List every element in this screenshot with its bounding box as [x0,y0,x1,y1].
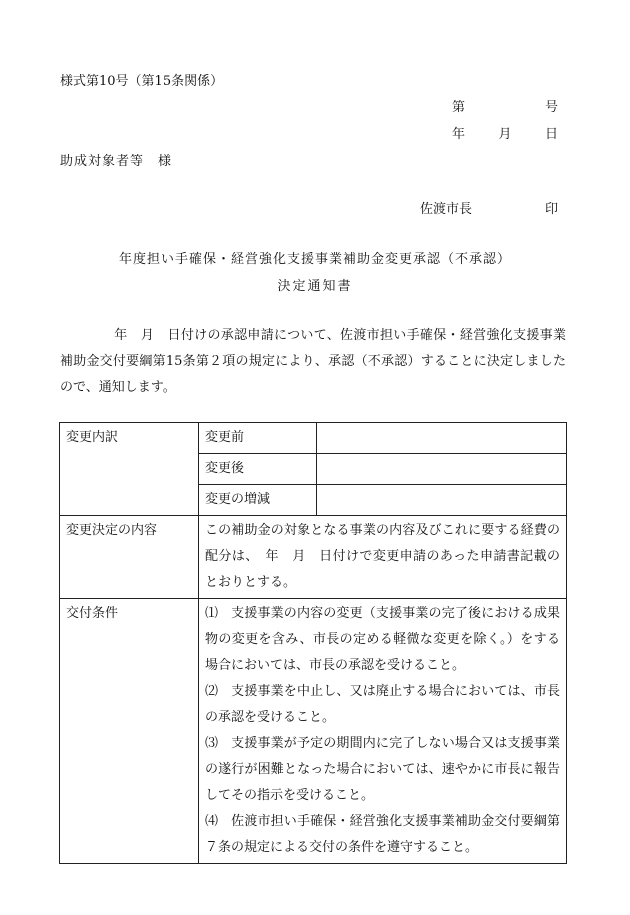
decision-text: この補助金の対象となる事業の内容及びこれに要する経費の配分は、 年 月 日付けで変更申請のあった申請書記載のとおりとする。 [199,516,567,599]
condition-item: ⑵ 支援事業を中止し、又は廃止する場合においては、市長の承認を受けること。 [205,684,560,725]
body-text: 年 月 日付けの承認申請について、佐渡市担い手確保・経営強化支援事業補助金交付要綱第15条第２項の規定により、承認（不承認）することに決定しましたので、通知します。 [60,328,566,395]
issuer-line [420,198,558,217]
before-label: 変更前 [199,423,317,454]
before-value [317,423,567,454]
condition-item: ⑷ 佐渡市担い手確保・経営強化支援事業補助金交付要綱第７条の規定による交付の条件を遵守すること。 [205,814,560,855]
conditions-label: 交付条件 [60,599,199,864]
diff-label: 変更の増減 [199,485,317,516]
table-row [60,599,567,864]
issuer-name: 佐渡市長 [420,202,473,217]
table-row [60,516,567,599]
document-title: 年度担い手確保・経営強化支援事業補助金変更承認（不承認） [118,252,511,267]
diff-value [317,485,567,516]
number-prefix: 第 [452,100,466,115]
condition-item: ⑶ 支援事業が予定の期間内に完了しない場合又は支援事業の遂行が困難となった場合においては、速やかに市長に報告してその指示を受けること。 [205,736,560,803]
after-value [317,454,567,485]
date-line [452,123,558,142]
document-number-line [452,96,558,115]
details-table [59,422,567,864]
condition-item: ⑴ 支援事業の内容の変更（支援事業の完了後における成果物の変更を含み、市長の定める軽微な変更を除く。）をする場合においては、市長の承認を受けること。 [205,606,560,673]
month-label: 月 [498,127,512,142]
document-subtitle: 決定通知書 [277,279,353,294]
breakdown-label: 変更内訳 [60,423,199,516]
after-label: 変更後 [199,454,317,485]
addressee: 助成対象者等 様 [60,154,173,169]
number-suffix: 号 [544,100,558,115]
seal-mark: 印 [544,202,558,217]
conditions-cell [199,599,567,864]
table-row [60,423,567,454]
day-label: 日 [544,127,558,142]
year-label: 年 [452,127,466,142]
decision-label: 変更決定の内容 [60,516,199,599]
body-paragraph [60,323,566,401]
form-number: 様式第10号（第15条関係） [60,74,224,89]
